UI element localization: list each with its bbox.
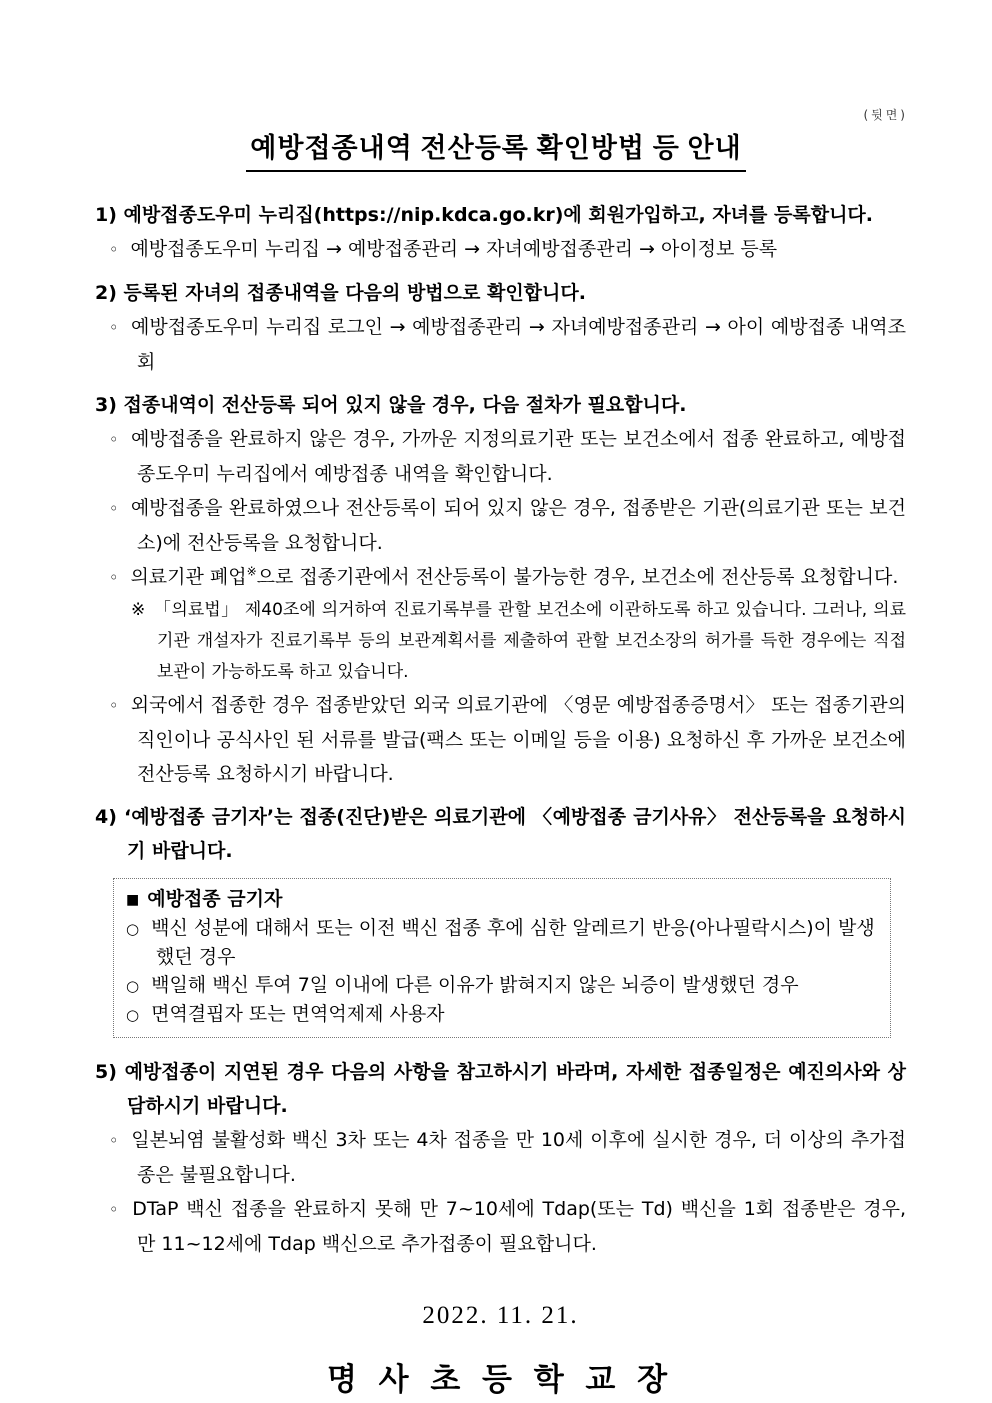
contraindication-item-text: 면역결핍자 또는 면역억제제 사용자 <box>151 1003 445 1025</box>
contraindication-item <box>126 914 878 971</box>
section-3-bullet-2 <box>109 491 906 560</box>
section-4-number: 4) <box>95 806 117 828</box>
section-2-text: 등록된 자녀의 접종내역을 다음의 방법으로 확인합니다. <box>123 282 586 304</box>
section-1 <box>95 198 906 267</box>
bullet-marker: ◦ <box>109 240 119 259</box>
section-2-heading <box>95 276 906 310</box>
square-bullet-marker: ■ <box>126 892 140 908</box>
circle-bullet-marker: ○ <box>126 1006 140 1024</box>
contraindication-item-text: 백신 성분에 대해서 또는 이전 백신 접종 후에 심한 알레르기 반응(아나필락시스)이 발생했던 경우 <box>151 917 875 968</box>
contraindication-box-title <box>126 885 878 914</box>
issue-date: 2022. 11. 21. <box>422 1302 579 1329</box>
section-2 <box>95 276 906 379</box>
section-5-bullet-1-text: 일본뇌염 불활성화 백신 3차 또는 4차 접종을 만 10세 이후에 실시한 경우, 더 이상의 추가접종은 불필요합니다. <box>131 1129 906 1186</box>
circle-bullet-marker: ○ <box>126 977 140 995</box>
corner-note: (뒷면) <box>863 108 908 122</box>
section-3-bullet-4-text: 외국에서 접종한 경우 접종받았던 외국 의료기관에 〈영문 예방접종증명서〉 또는 접종기관의 직인이나 공식사인 된 서류를 발급(팩스 또는 이메일 등을 이용) 요청하신 후 가까운 보건소에 전산등록 요청하시기 바랍니다. <box>130 694 907 785</box>
section-3-bullet-3-post: 으로 접종기관에서 전산등록이 불가능한 경우, 보건소에 전산등록 요청합니다. <box>256 566 899 588</box>
section-5 <box>95 1055 906 1261</box>
section-5-bullet-2 <box>109 1192 906 1261</box>
section-3-footnote-text: 「의료법」 제40조에 의거하여 진료기록부를 관할 보건소에 이관하도록 하고 있습니다. 그러나, 의료기관 개설자가 진료기록부 등의 보관계획서를 제출하여 관할 보건소장의 허가를 득한 경우에는 직접 보관이 가능하도록 하고 있습니다. <box>153 600 907 682</box>
footnote-reference-mark: ※ <box>246 564 257 579</box>
bullet-marker: ◦ <box>109 1131 120 1150</box>
section-5-bullet-2-text: DTaP 백신 접종을 완료하지 못해 만 7~10세에 Tdap(또는 Td) 백신을 1회 접종받은 경우, 만 11~12세에 Tdap 백신으로 추가접종이 필요합니다. <box>132 1198 907 1255</box>
contraindication-item <box>126 971 878 1000</box>
bullet-marker: ◦ <box>109 1200 121 1219</box>
section-5-bullet-1 <box>109 1123 906 1192</box>
contraindication-item <box>126 1000 878 1029</box>
document-body <box>95 198 906 1397</box>
section-1-number: 1) <box>95 204 117 226</box>
section-5-text: 예방접종이 지연된 경우 다음의 사항을 참고하시기 바라며, 자세한 접종일정은 예진의사와 상담하시기 바랍니다. <box>124 1061 906 1117</box>
section-1-heading <box>95 198 906 232</box>
section-1-bullet-text: 예방접종도우미 누리집 → 예방접종관리 → 자녀예방접종관리 → 아이정보 등록 <box>130 238 778 260</box>
section-4-text: ‘예방접종 금기자’는 접종(진단)받은 의료기관에 〈예방접종 금기사유〉 전산등록을 요청하시기 바랍니다. <box>124 806 906 862</box>
section-1-bullet <box>109 232 906 267</box>
section-3-heading <box>95 388 906 422</box>
circle-bullet-marker: ○ <box>126 920 140 938</box>
section-2-bullet-text: 예방접종도우미 누리집 로그인 → 예방접종관리 → 자녀예방접종관리 → 아이 예방접종 내역조회 <box>131 316 906 373</box>
bullet-marker: ◦ <box>109 430 119 449</box>
section-4 <box>95 800 906 868</box>
section-3-bullet-3 <box>109 560 906 595</box>
section-3 <box>95 388 906 791</box>
principal-signature: 명 사 초 등 학 교 장 <box>326 1362 675 1397</box>
section-4-heading <box>95 800 906 868</box>
section-5-heading <box>95 1055 906 1123</box>
section-1-text: 예방접종도우미 누리집(https://nip.kdca.go.kr)에 회원가입하고, 자녀를 등록합니다. <box>123 204 873 226</box>
section-3-bullet-4 <box>109 688 906 791</box>
section-3-bullet-1-text: 예방접종을 완료하지 않은 경우, 가까운 지정의료기관 또는 보건소에서 접종 완료하고, 예방접종도우미 누리집에서 예방접종 내역을 확인합니다. <box>130 428 906 485</box>
section-3-bullet-2-text: 예방접종을 완료하였으나 전산등록이 되어 있지 않은 경우, 접종받은 기관(의료기관 또는 보건소)에 전산등록을 요청합니다. <box>130 497 906 554</box>
title-wrap <box>0 0 992 172</box>
contraindication-box <box>113 878 891 1038</box>
section-3-number: 3) <box>95 394 117 416</box>
section-3-bullet-3-pre: 의료기관 폐업 <box>130 566 247 588</box>
bullet-marker: ◦ <box>109 499 119 518</box>
section-2-bullet <box>109 310 906 379</box>
bullet-marker: ◦ <box>109 318 120 337</box>
contraindication-box-title-text: 예방접종 금기자 <box>147 888 283 910</box>
section-3-text: 접종내역이 전산등록 되어 있지 않을 경우, 다음 절차가 필요합니다. <box>123 394 687 416</box>
section-3-bullet-1 <box>109 422 906 491</box>
section-2-number: 2) <box>95 282 117 304</box>
page-title: 예방접종내역 전산등록 확인방법 등 안내 <box>246 126 745 172</box>
bullet-marker: ◦ <box>109 696 119 715</box>
section-3-footnote <box>131 595 906 688</box>
section-5-number: 5) <box>95 1061 117 1083</box>
footnote-marker: ※ <box>131 600 146 620</box>
contraindication-item-text: 백일해 백신 투여 7일 이내에 다른 이유가 밝혀지지 않은 뇌증이 발생했던 경우 <box>151 974 799 996</box>
bullet-marker: ◦ <box>109 568 119 587</box>
